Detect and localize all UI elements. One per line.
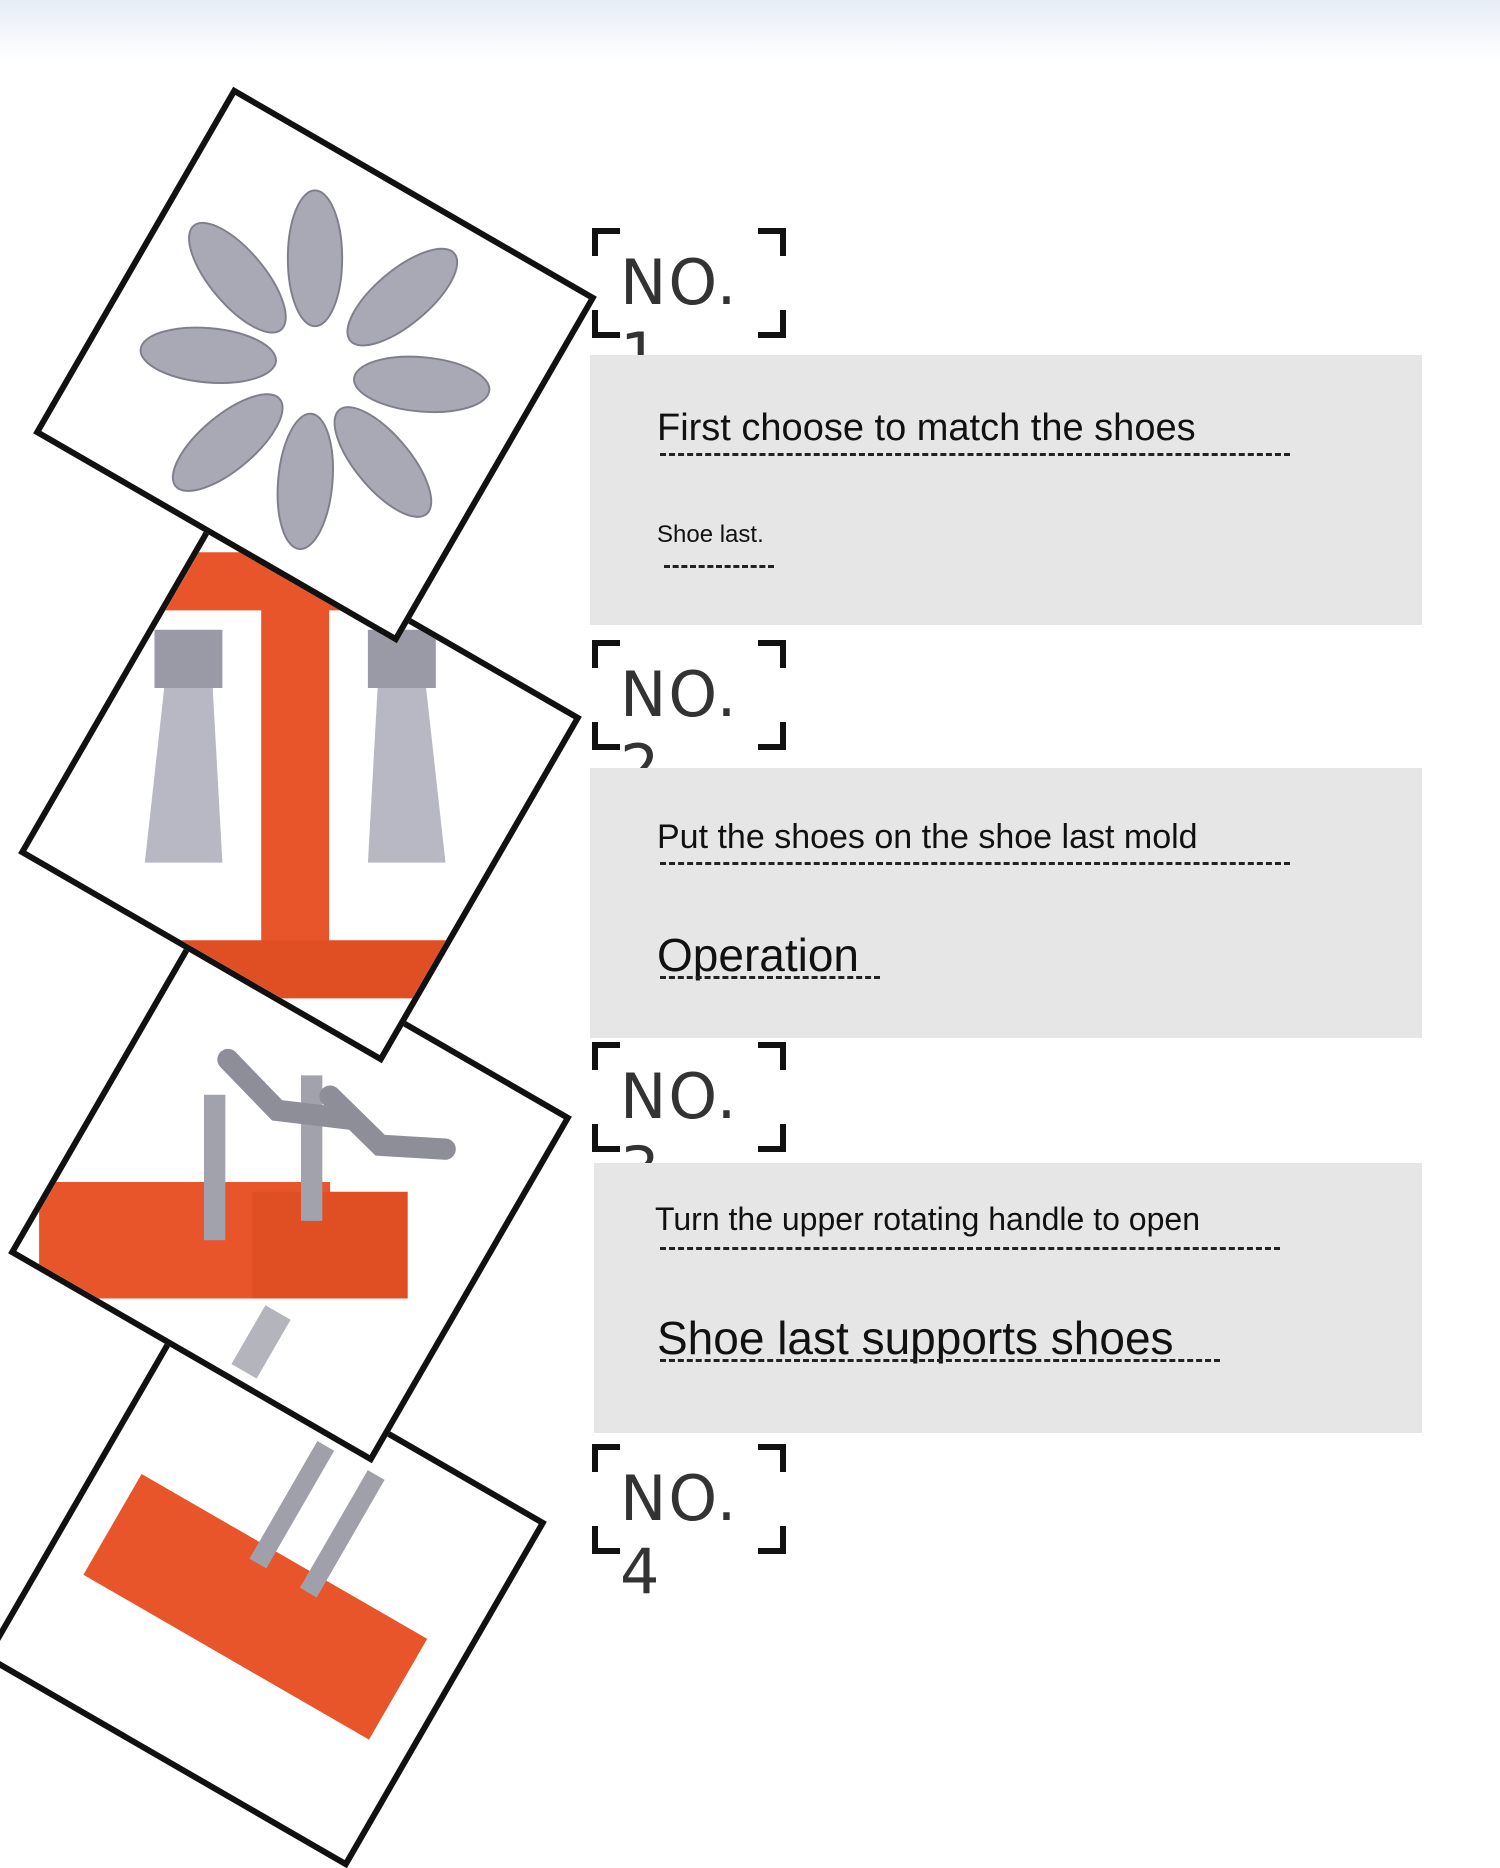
step-number-text: NO. [620, 1060, 739, 1133]
photo-step-1 [33, 87, 597, 643]
step-number-2 [592, 640, 786, 750]
text-underline [660, 862, 1290, 865]
text-underline [664, 565, 774, 568]
step-2-line-2: Operation [657, 929, 860, 981]
step-3-line-1: Turn the upper rotating handle to open [655, 1201, 1200, 1237]
text-underline [660, 1359, 1220, 1362]
step-1-line-2: Shoe last. [657, 521, 764, 548]
step-number-text: NO. [620, 658, 739, 731]
photo-step-2 [18, 507, 582, 1063]
step-number-4 [592, 1444, 786, 1608]
step-number-3 [592, 1042, 786, 1152]
step-1-line-1: First choose to match the shoes [657, 407, 1196, 449]
step-card-2 [590, 768, 1422, 1038]
text-underline [660, 1247, 1280, 1250]
step-2-line-1: Put the shoes on the shoe last mold [657, 818, 1198, 856]
shoe-lasts-image [41, 95, 588, 635]
step-card-3 [594, 1163, 1422, 1433]
step-number-text: NO. 4 [620, 1462, 739, 1608]
shoe-last-mold-image [26, 515, 573, 1055]
step-3-line-2: Shoe last supports shoes [657, 1312, 1174, 1364]
step-number-text: NO. [620, 246, 739, 319]
step-number-1 [592, 228, 786, 338]
top-gradient [0, 0, 1500, 60]
text-underline [660, 976, 880, 979]
text-underline [660, 453, 1290, 456]
step-card-1 [590, 355, 1422, 625]
